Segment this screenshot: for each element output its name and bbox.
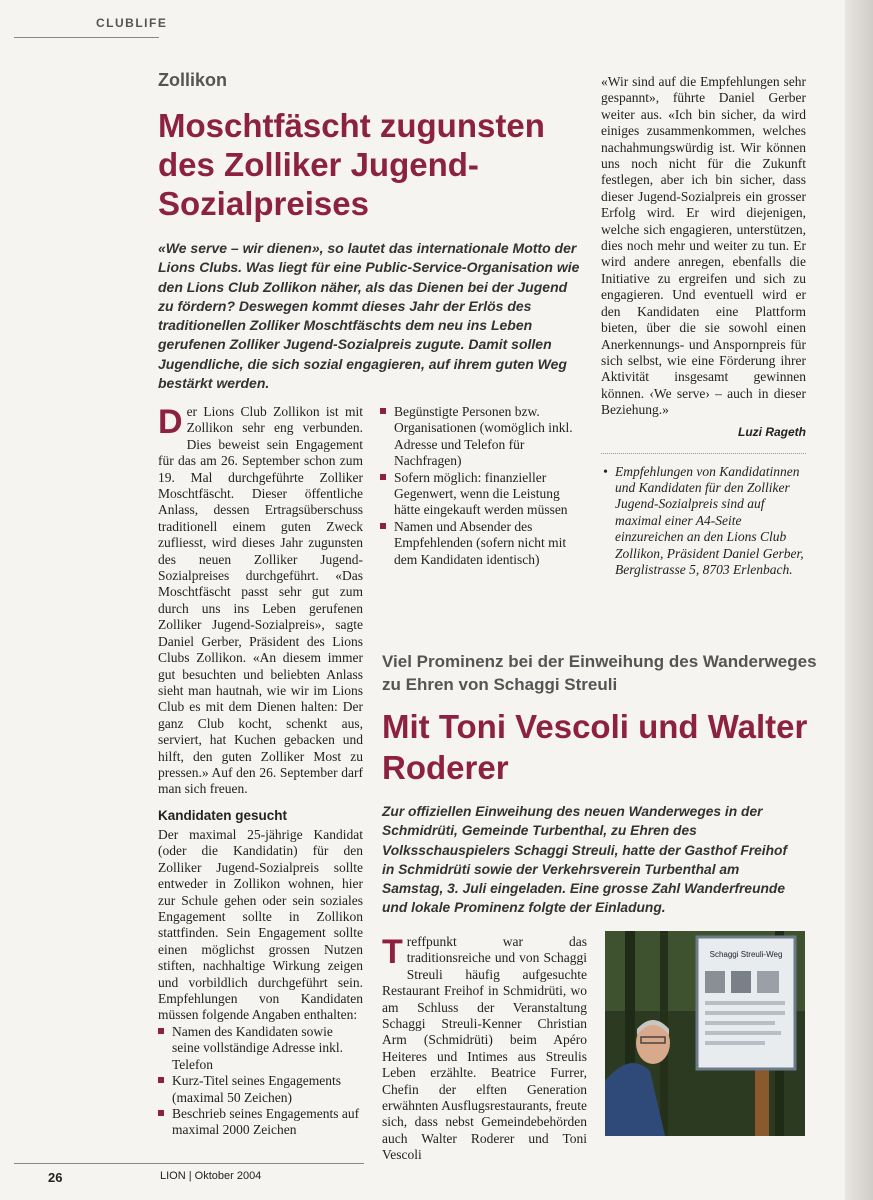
article2-lead: Zur offiziellen Einweihung des neuen Wanderweges in der Schmidrüti, Gemeinde Turbenthal, zu Ehren des Volksschauspielers Schaggi Streuli, hatte der Gasthof Freihof in Schmidrüti sowie der Verkehrsverein Turbenthal am Samstag, 3. Juli eingeladen. Eine grosse Zahl Wanderfreunde und lokale Prominenz folgte der Einladung. xyxy=(382,804,788,916)
article1-body1 xyxy=(158,404,363,798)
article2-kicker: Viel Prominenz bei der Einweihung des Wanderweges zu Ehren von Schaggi Streuli xyxy=(382,652,817,694)
footer-rule xyxy=(14,1163,364,1164)
photo-illustration xyxy=(605,931,805,1136)
dropcap-t: T xyxy=(382,933,403,971)
article2-column xyxy=(382,934,587,1164)
article1-body2: Der maximal 25-jährige Kandidat (oder die Kandidatin) für den Zolliker Jugend-Sozialpreis sollte entweder in Zollikon wohnen, hier zur Schule gehen oder sein soziales Engagement sollte in Zollikon stattfinden. Sein Engagement sollte einen möglichst grossen Nutzen stiften, nachhaltige Wirkung zeigen und vorbildlich durchgeführt sein. Empfehlungen von Kandidaten müssen folgende Angaben enthalten: xyxy=(158,827,363,1023)
bullet-square-icon xyxy=(158,1077,164,1083)
article2-headline: Mit Toni Vescoli und Walter Roderer xyxy=(382,708,808,786)
bullet-square-icon xyxy=(380,474,386,480)
list-item: Beschrieb seines Engagements auf maximal 2000 Zeichen xyxy=(158,1106,363,1139)
page-edge-shadow xyxy=(845,0,873,1200)
list-item: Begünstigte Personen bzw. Organisationen (womöglich inkl. Adresse und Telefon für Nachfragen) xyxy=(380,404,580,470)
bullet-list-a xyxy=(158,1024,363,1139)
bullet-square-icon xyxy=(380,523,386,529)
subhead-kandidaten: Kandidaten gesucht xyxy=(158,808,288,823)
list-item: Sofern möglich: finanzieller Gegenwert, wenn die Leistung hätte eingekauft werden müssen xyxy=(380,470,580,519)
article1-body3: «Wir sind auf die Empfehlungen sehr gespannt», führte Daniel Gerber weiter aus. «Ich bin sicher, da wird einiges zusammenkommen, welches nachahmungswürdig ist. Wir können uns noch nicht für die Zukunft festlegen, aber ich bin sicher, dass dieser Jugend-Sozialpreis ein grosser Erfolg wird. Er wird diejenigen, welche sich engagieren, unterstützen, dies noch mehr und weiter zu tun. Er wird andere anregen, ebenfalls die Initiative zu ergreifen und sich zu engagieren. Und eventuell wird er den Kandidaten eine Plattform bieten, über die sie sowohl einen Anerkennungs- und Anspornpreis für sich selbst, wie eine Förderung ihrer Aktivität insgesamt gewinnen können. ‹We serve› – auch in dieser Beziehung.» xyxy=(601,74,806,418)
photo-trail-sign xyxy=(605,931,805,1136)
page-number: 26 xyxy=(48,1170,63,1185)
article1-lead: «We serve – wir dienen», so lautet das internationale Motto der Lions Clubs. Was liegt für eine Public-Service-Organisation wie den Lions Club Zollikon näher, als das Dienen bei der Jugend zu fördern? Deswegen kommt dieses Jahr der Erlös des traditionellen Zolliker Moschtfäschts dem neu ins Leben gerufenen Zolliker Jugend-Sozialpreis zugute. Damit sollen Jugendliche, die sich sozial engagieren, auf ihrem guten Weg bestärkt werden. xyxy=(158,240,580,392)
article1-column1-candidates xyxy=(158,808,363,1139)
dropcap-d: D xyxy=(158,403,183,441)
author-byline: Luzi Rageth xyxy=(738,424,806,439)
bullet-square-icon xyxy=(158,1028,164,1034)
top-rule xyxy=(14,37,159,38)
article1-column1 xyxy=(158,404,363,798)
article1-body1-text: er Lions Club Zollikon ist mit Zollikon sehr eng verbunden. Dies beweist sein Engagement für das am 26. September schon zum 19. Mal durchgeführte Zolliker Moschtfäscht. Dieser öffentliche Anlass, dessen Ertragsüberschuss traditionell einem guten Zweck zufliesst, wird dieses Jahr zugunsten des neuen Zolliker Jugend-Sozialpreises durchgeführt. «Das Moschtfäscht passt sehr gut zum durch uns ins Leben gerufenen Zolliker Jugend-Sozialpreis», sagte Daniel Gerber, Präsident des Lions Clubs Zollikon. «An diesem immer gut besuchten und beliebten Anlass sieht man hautnah, wie wir im Lions Club es mit dem Dienen halten: Der ganz Club kocht, schenkt aus, serviert, hat Kuchen gebacken und hilft, den guten Zolliker Most zu pressen.» Auf den 26. September darf man sich freuen. xyxy=(158,404,363,797)
section-label: CLUBLIFE xyxy=(96,16,168,30)
article1-column3 xyxy=(601,74,806,578)
list-item: Namen und Absender des Empfehlenden (sofern nicht mit dem Kandidaten identisch) xyxy=(380,519,580,568)
note-divider xyxy=(601,453,806,454)
article2-body-text: reffpunkt war das traditionsreiche und von Schaggi Streuli häufig aufgesuchte Restaurant Freihof in Schmidrüti, wo am Schluss der Veranstaltung Schaggi Streuli-Kenner Christian Arm (Schmidrüti) beim Apéro Heiteres und Intimes aus Streulis Leben erzählte. Beatrice Furrer, Chefin der elften Generation erwähnten Ausflugsrestaurants, freute sich, dass nebst Gemeindebehörden auch Walter Roderer und Toni Vescoli xyxy=(382,934,587,1163)
bullet-dot-icon: • xyxy=(603,463,608,479)
bullet-square-icon xyxy=(158,1110,164,1116)
footer-magazine: LION | Oktober 2004 xyxy=(160,1170,262,1182)
sign-title: Schaggi Streuli-Weg xyxy=(709,950,783,959)
bullet-square-icon xyxy=(380,408,386,414)
article2-body xyxy=(382,934,587,1164)
article1-column2 xyxy=(380,404,580,568)
list-item: Namen des Kandidaten sowie seine vollständige Adresse inkl. Telefon xyxy=(158,1024,363,1073)
article1-kicker: Zollikon xyxy=(158,70,227,90)
bullet-list-b xyxy=(380,404,580,568)
list-item: Kurz-Titel seines Engagements (maximal 50 Zeichen) xyxy=(158,1073,363,1106)
submission-note: • Empfehlungen von Kandidatinnen und Kandidaten für den Zolliker Jugend-Sozialpreis sind auf maximal einer A4-Seite einzureichen an den Lions Club Zollikon, Präsident Daniel Gerber, Berglistrasse 5, 8703 Erlenbach. xyxy=(603,463,804,577)
article1-headline: Moschtfäscht zugunsten des Zolliker Jugend-Sozialpreises xyxy=(158,107,545,222)
